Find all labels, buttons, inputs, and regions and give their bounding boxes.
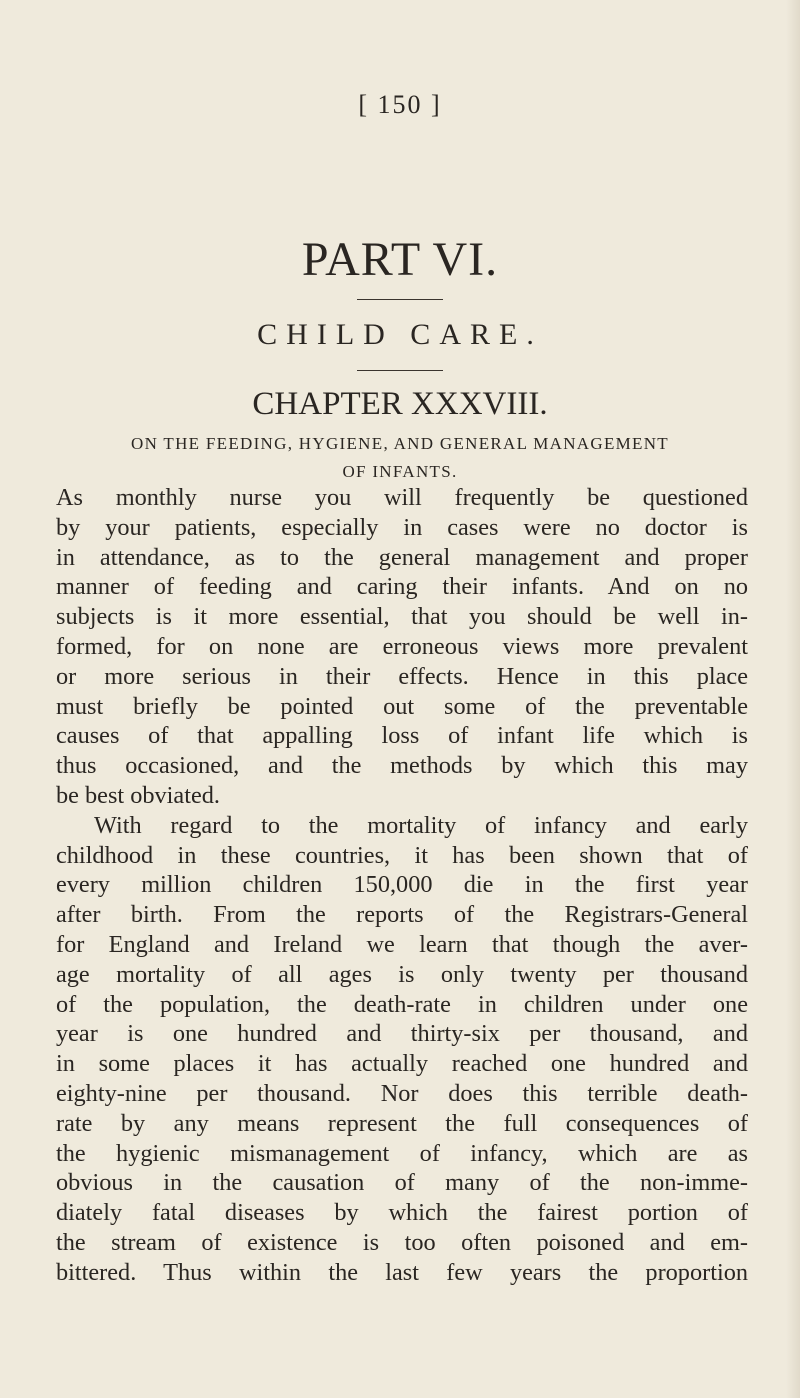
text-line: manner of feeding and caring their infants. And on no	[56, 573, 748, 601]
page-number: [ 150 ]	[358, 90, 442, 119]
chapter-title: CHAPTER XXXVIII.	[252, 386, 548, 422]
section-title: CHILD CARE.	[257, 318, 543, 351]
text-line: eighty-nine per thousand. Nor does this terrible death-	[56, 1079, 748, 1107]
text-line: or more serious in their effects. Hence in this place	[56, 662, 748, 690]
text-line: must briefly be pointed out some of the preventable	[56, 692, 748, 720]
body-text	[56, 483, 748, 1288]
subtitle-line: ON THE FEEDING, HYGIENE, AND GENERAL MANAGEMENT	[131, 434, 669, 453]
text-line: by your patients, especially in cases were no doctor is	[56, 513, 748, 541]
text-line: bittered. Thus within the last few years the proportion	[56, 1258, 748, 1286]
text-line: thus occasioned, and the methods by which this may	[56, 752, 748, 780]
text-line: diately fatal diseases by which the fairest portion of	[56, 1199, 748, 1227]
text-line: With regard to the mortality of infancy and early	[94, 811, 748, 839]
text-line: after birth. From the reports of the Registrars-General	[56, 901, 748, 929]
subtitle-line: OF INFANTS.	[342, 462, 458, 481]
text-line: every million children 150,000 die in the first year	[56, 871, 748, 899]
text-line: causes of that appalling loss of infant life which is	[56, 722, 748, 750]
text-line: of the population, the death-rate in children under one	[56, 990, 748, 1018]
page-edge-shadow	[786, 0, 800, 1398]
text-line: subjects is it more essential, that you should be well in-	[56, 603, 748, 631]
divider-rule	[357, 299, 443, 300]
text-line: in attendance, as to the general management and proper	[56, 543, 748, 571]
text-line: year is one hundred and thirty-six per thousand, and	[56, 1020, 748, 1048]
paragraph	[56, 483, 748, 811]
text-line: childhood in these countries, it has been shown that of	[56, 841, 748, 869]
text-line: the hygienic mismanagement of infancy, which are as	[56, 1139, 748, 1167]
text-line: As monthly nurse you will frequently be questioned	[56, 484, 748, 511]
text-line: in some places it has actually reached one hundred and	[56, 1050, 748, 1078]
part-title: PART VI.	[301, 233, 499, 286]
paragraph	[56, 811, 748, 1288]
chapter-subtitle	[45, 430, 755, 486]
text-line: formed, for on none are erroneous views more prevalent	[56, 632, 748, 660]
text-line: obvious in the causation of many of the non-imme-	[56, 1169, 748, 1197]
divider-rule	[357, 370, 443, 371]
text-line: the stream of existence is too often poisoned and em-	[56, 1228, 748, 1256]
text-line: age mortality of all ages is only twenty per thousand	[56, 960, 748, 988]
text-line: for England and Ireland we learn that though the aver-	[56, 930, 748, 958]
text-line: be best obviated.	[56, 781, 220, 809]
text-line: rate by any means represent the full consequences of	[56, 1109, 748, 1137]
